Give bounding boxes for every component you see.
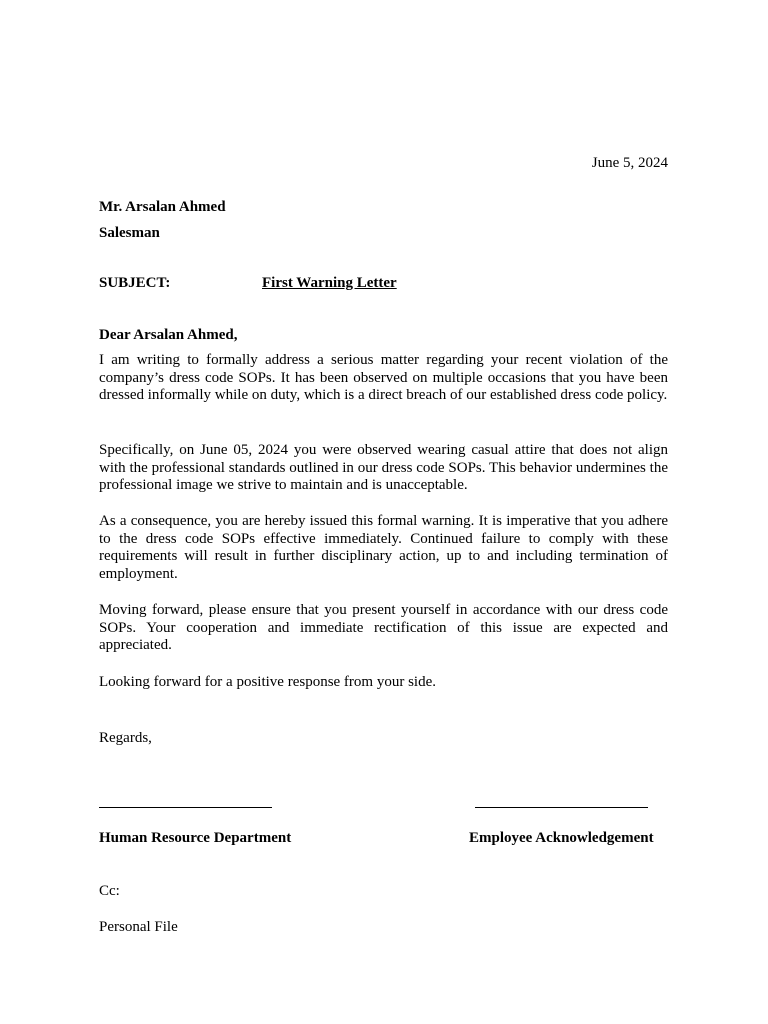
cc-item: Personal File (99, 919, 178, 935)
body-paragraph-2: Specifically, on June 05, 2024 you were observed wearing casual attire that does not align with the professional standards outlined in our dress code SOPs. This behavior undermines the professional image we strive to maintain and is unacceptable. (99, 442, 668, 494)
body-paragraph-5: Looking forward for a positive response from your side. (99, 674, 437, 690)
subject-value: First Warning Letter (262, 275, 397, 291)
signature-label-employee: Employee Acknowledgement (469, 830, 654, 846)
signature-line-hr (99, 807, 272, 808)
subject-label: SUBJECT: (99, 275, 171, 291)
salutation: Dear Arsalan Ahmed, (99, 327, 238, 343)
letter-date: June 5, 2024 (591, 155, 668, 171)
signature-line-employee (475, 807, 648, 808)
closing: Regards, (99, 730, 152, 746)
body-paragraph-3: As a consequence, you are hereby issued this formal warning. It is imperative that you adhere to the dress code SOPs effective immediately. Continued failure to comply with these requirements will result in further disciplinary action, up to and including termination of employment. (99, 513, 668, 583)
recipient-title: Salesman (99, 225, 160, 241)
recipient-name: Mr. Arsalan Ahmed (99, 199, 226, 215)
signature-label-hr: Human Resource Department (99, 830, 292, 846)
cc-label: Cc: (99, 883, 120, 899)
body-paragraph-4: Moving forward, please ensure that you present yourself in accordance with our dress code SOPs. Your cooperation and immediate rectification of this issue are expected and appreciated. (99, 602, 668, 654)
body-paragraph-1: I am writing to formally address a serious matter regarding your recent violation of the company’s dress code SOPs. It has been observed on multiple occasions that you have been dressed informally while on duty, which is a direct breach of our established dress code policy. (99, 352, 668, 404)
